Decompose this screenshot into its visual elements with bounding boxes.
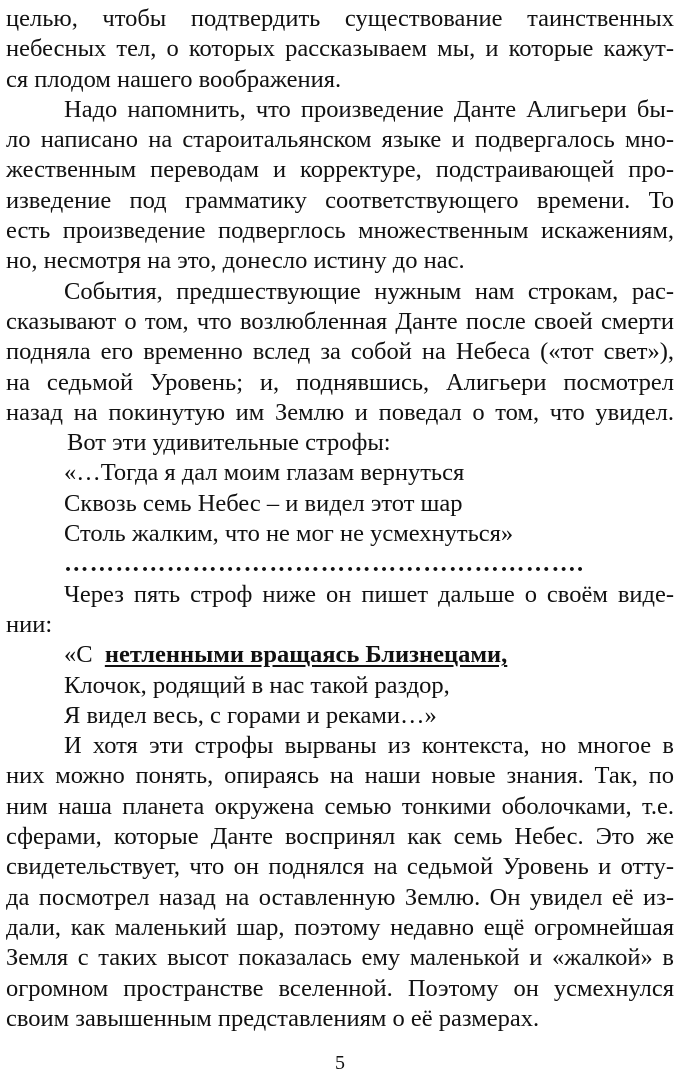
poem-line: Клочок, родящий в нас такой раздор,: [64, 671, 450, 699]
poem-line: Я видел весь, с горами и реками…»: [64, 701, 437, 729]
text-line: но, несмотря на это, донесло истину до нас.: [6, 247, 465, 275]
document-body: [6, 4, 674, 1034]
poem-intro: Вот эти удивительные строфы:: [67, 429, 391, 457]
paragraph-start: Через пять строф ниже он пишет дальше о своём виде-: [64, 580, 674, 608]
text-line: Земля с таких высот показалась ему маленькой и «жалкой» в: [6, 944, 674, 972]
text-line: сказывают о том, что возлюбленная Данте после своей смерти: [6, 307, 674, 335]
text-line: свидетельствует, что он поднялся на седьмой Уровень и отту-: [6, 853, 674, 881]
text-line: огромном пространстве вселенной. Поэтому он усмехнулся: [6, 974, 674, 1002]
text-line: своим завышенным представлениям о её размерах.: [6, 1004, 540, 1032]
underlined-phrase: нетленными вращаясь Близнецами,: [104, 641, 508, 669]
poem-line: Сквозь семь Небес – и видел этот шар: [64, 489, 463, 517]
paragraph-start: События, предшествующие нужным нам строкам, рас-: [64, 277, 674, 305]
paragraph-start: Надо напомнить, что произведение Данте Алигьери бы-: [64, 95, 674, 123]
text-line: подняла его временно вслед за собой на Небеса («тот свет»),: [6, 338, 674, 366]
poem-quote-open: «С: [64, 641, 93, 669]
text-line: да посмотрел назад на оставленную Землю. Он увидел её из-: [6, 883, 674, 911]
text-line: назад на покинутую им Землю и поведал о том, что увидел.: [6, 398, 674, 426]
poem-line: Столь жалким, что не мог не усмехнуться»: [64, 520, 514, 548]
poem-line: [6, 640, 674, 670]
ellipsis-separator: …………………………………………………….: [64, 550, 585, 578]
text-line: ним наша планета окружена семью тонкими оболочками, т.е.: [6, 792, 674, 820]
poem-line: «…Тогда я дал моим глазам вернуться: [64, 459, 465, 487]
text-line: жественным переводам и корректуре, подстраивающей про-: [6, 156, 674, 184]
text-line: ло написано на староитальянском языке и подвергалось мно-: [6, 126, 674, 154]
text-line: изведение под грамматику соответствующего времени. То: [6, 186, 674, 214]
text-line: них можно понять, опираясь на наши новые знания. Так, по: [6, 762, 674, 790]
text-line: небесных тел, о которых рассказываем мы, и которые кажут-: [6, 35, 674, 63]
text-line: нии:: [6, 610, 53, 638]
text-line: на седьмой Уровень; и, поднявшись, Алигьери посмотрел: [6, 368, 674, 396]
text-line: целью, чтобы подтвердить существование таинственных: [6, 5, 674, 32]
paragraph-start: И хотя эти строфы вырваны из контекста, но многое в: [64, 732, 674, 760]
text-line: ся плодом нашего воображения.: [6, 65, 342, 93]
page-number: 5: [335, 1052, 345, 1074]
text-line: дали, как маленький шар, поэтому недавно ещё огромнейшая: [6, 913, 674, 941]
text-line: сферами, которые Данте воспринял как семь Небес. Это же: [6, 823, 674, 851]
text-line: есть произведение подверглось множественным искажениям,: [6, 217, 674, 245]
